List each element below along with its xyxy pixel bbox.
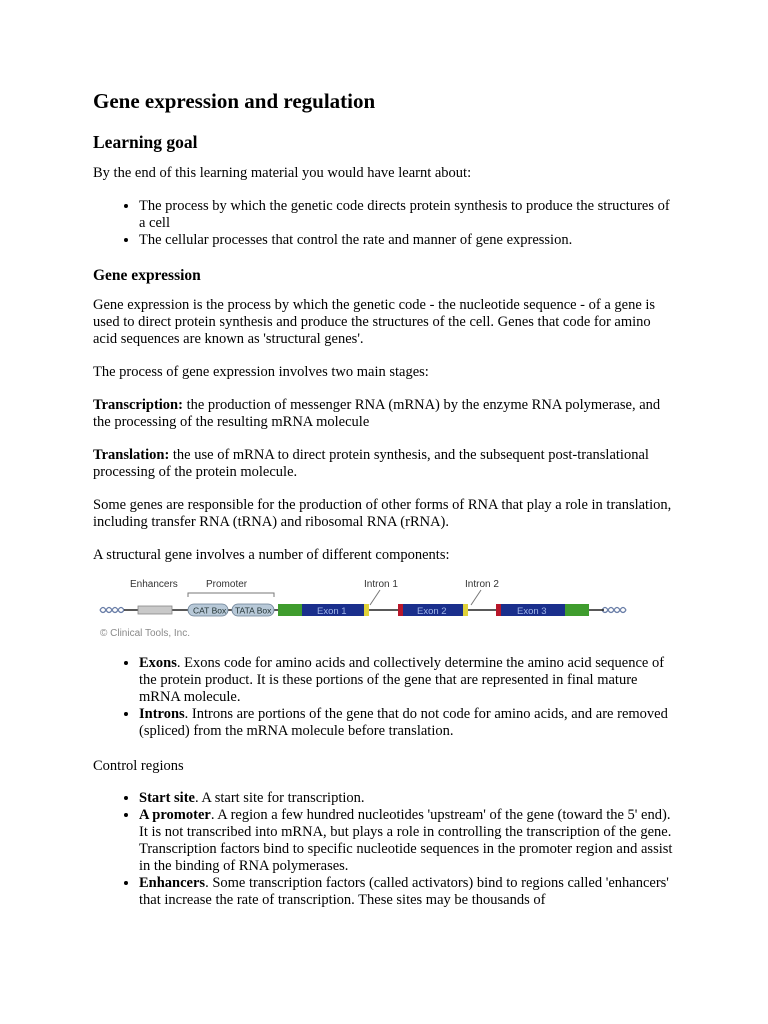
utr-5-region	[278, 604, 302, 616]
exon-2-label: Exon 2	[417, 606, 447, 617]
exon-1-label: Exon 1	[317, 606, 347, 617]
learning-goal-heading: Learning goal	[93, 132, 198, 152]
list-item-text: . A region a few hundred nucleotides 'upstream' of the gene (toward the 5' end). It is not transcribed into mRNA, but plays a role in controlling the transcription of the gene. Transcription factors bind to specific nucleotide sequences in the promoter region and assist in the binding of RNA polymerases.	[139, 807, 673, 874]
translation-term: Translation:	[93, 447, 170, 463]
list-item-term: A promoter	[139, 807, 211, 823]
enhancer-region	[138, 606, 172, 614]
list-item-term: Enhancers	[139, 875, 206, 891]
enhancers-label: Enhancers	[130, 579, 178, 590]
list-item-term: Start site	[139, 790, 195, 806]
stages-intro: The process of gene expression involves two main stages:	[93, 364, 429, 380]
tata-box-label: TATA Box	[235, 605, 272, 616]
control-regions-list	[93, 790, 678, 909]
page-title: Gene expression and regulation	[93, 89, 376, 113]
list-item-text: . Introns are portions of the gene that do not code for amino acids, and are removed (spliced) from the mRNA molecule before translation.	[139, 706, 668, 739]
control-regions-heading: Control regions	[93, 758, 184, 774]
intron1-label: Intron 1	[364, 579, 398, 590]
copyright-notice: © Clinical Tools, Inc.	[100, 628, 190, 639]
utr-3-region	[565, 604, 589, 616]
intron1-pointer	[370, 590, 380, 605]
gene-expression-paragraph: Gene expression is the process by which the genetic code - the nucleotide sequence - of a gene is used to direct protein synthesis and produce the structures of the cell. Genes that code for amino acid sequences are known as 'structural genes'.	[93, 297, 656, 347]
promoter-label: Promoter	[206, 579, 248, 590]
cat-box-label: CAT Box	[193, 605, 227, 616]
list-item	[139, 790, 678, 807]
gene-components-list	[93, 655, 678, 740]
gene-expression-heading: Gene expression	[93, 267, 201, 284]
other-rna-paragraph: Some genes are responsible for the production of other forms of RNA that play a role in translation, including transfer RNA (tRNA) and ribosomal RNA (rRNA).	[93, 497, 672, 530]
structural-gene-intro: A structural gene involves a number of different components:	[93, 547, 450, 563]
transcription-text: the production of messenger RNA (mRNA) by the enzyme RNA polymerase, and the processing of the resulting mRNA molecule	[93, 397, 661, 430]
document-page	[93, 86, 678, 925]
learning-goal-intro: By the end of this learning material you would have learnt about:	[93, 165, 472, 181]
list-item-text: . Exons code for amino acids and collectively determine the amino acid sequence of the protein product. It is these portions of the gene that are represented in final mature mRNA molecule.	[139, 655, 665, 705]
transcription-term: Transcription:	[93, 397, 183, 413]
intron2-label: Intron 2	[465, 579, 499, 590]
list-item-text: . A start site for transcription.	[194, 790, 365, 806]
list-item-term: Exons	[139, 655, 177, 671]
list-item-term: Introns	[139, 706, 185, 722]
transcription-definition	[93, 397, 678, 431]
list-item: • The cellular processes that control the rate and manner of gene expression.	[139, 232, 678, 249]
gene-structure-svg	[96, 573, 636, 643]
list-item	[139, 655, 678, 706]
splice-site	[398, 604, 403, 616]
list-item: • The process by which the genetic code directs protein synthesis to produce the structures of a cell	[139, 198, 678, 232]
learning-goal-list	[93, 198, 678, 249]
translation-text: the use of mRNA to direct protein synthesis, and the subsequent post-translational processing of the protein molecule.	[93, 447, 649, 480]
translation-definition	[93, 447, 678, 481]
list-item-text: . Some transcription factors (called activators) bind to regions called 'enhancers' that increase the rate of transcription. These sites may be thousands of	[139, 875, 669, 908]
list-item	[139, 706, 678, 740]
gene-structure-diagram	[96, 573, 636, 643]
splice-site	[364, 604, 369, 616]
splice-site	[463, 604, 468, 616]
intron2-pointer	[471, 590, 481, 605]
list-item	[139, 807, 678, 875]
splice-site	[496, 604, 501, 616]
promoter-bracket	[188, 593, 274, 597]
list-item	[139, 875, 678, 909]
exon-3-label: Exon 3	[517, 606, 547, 617]
